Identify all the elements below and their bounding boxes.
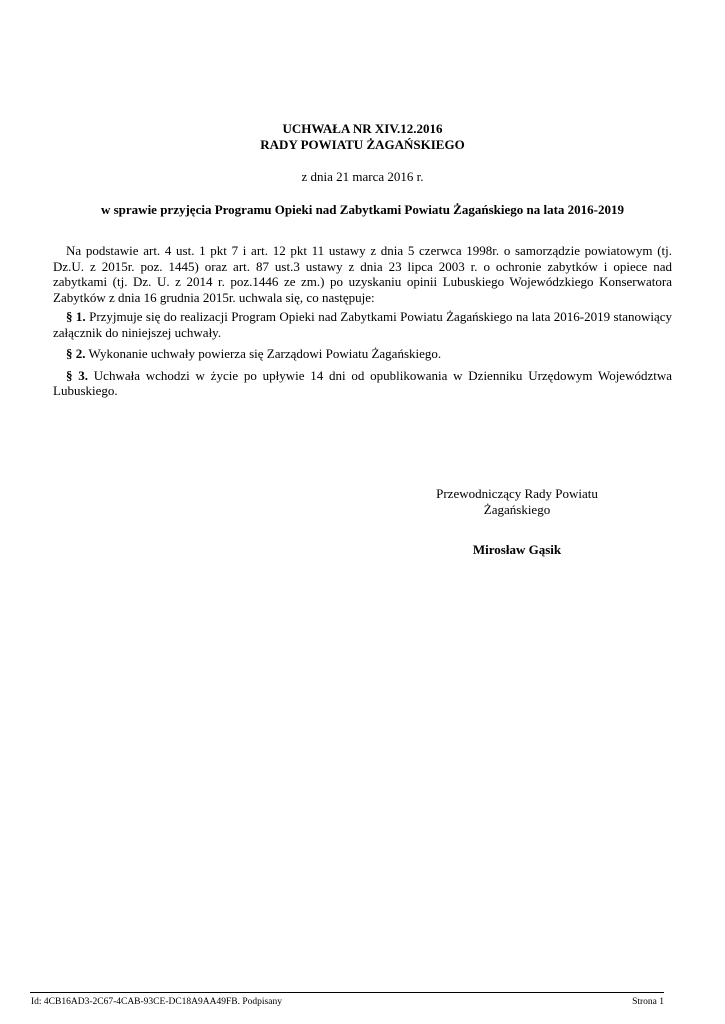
signer-role-continued: Żagańskiego <box>483 502 551 517</box>
paragraph-2 <box>53 346 672 362</box>
preamble: Na podstawie art. 4 ust. 1 pkt 7 i art. 12 pkt 11 ustawy z dnia 5 czerwca 1998r. o samorządzie powiatowym (tj. Dz.U. z 2015r. poz. 1445) oraz art. 87 ust.3 ustawy z dnia 23 lipca 2003 r. o ochronie zabytków i opiece nad zabytkami (tj. Dz. U. z 2014 r. poz.1446 ze zm.) po uzyskaniu opinii Lubuskiego Wojewódzkiego Konserwatora Zabytków z dnia 16 grudnia 2015r. uchwala się, co następuje: <box>53 243 672 305</box>
paragraph-text: Uchwała wchodzi w życie po upływie 14 dni od opublikowania w Dzienniku Urzędowym Województwa Lubuskiego. <box>53 367 673 398</box>
footer-document-id: Id: 4CB16AD3-2C67-4CAB-93CE-DC18A9AA49FB. Podpisany <box>31 997 282 1007</box>
resolution-number: UCHWAŁA NR XIV.12.2016 <box>282 121 443 136</box>
resolution-body <box>53 243 672 405</box>
resolution-date: z dnia 21 marca 2016 r. <box>301 169 424 184</box>
paragraph-number: § 3. <box>66 367 89 383</box>
resolution-subject: w sprawie przyjęcia Programu Opieki nad Zabytkami Powiatu Żagańskiego na lata 2016-2019 <box>100 202 625 217</box>
signer-role: Przewodniczący Rady Powiatu <box>436 486 598 501</box>
footer-page-number: Strona 1 <box>632 997 664 1007</box>
paragraph-3 <box>53 368 672 399</box>
resolution-title <box>0 121 725 153</box>
paragraph-text: Przyjmuje się do realizacji Program Opieki nad Zabytkami Powiatu Żagańskiego na lata 2016-2019 stanowiący załącznik do niniejszej uchwały. <box>53 309 673 340</box>
footer-divider <box>30 992 664 993</box>
signature-block <box>405 486 629 558</box>
signer-name: Mirosław Gąsik <box>472 542 562 557</box>
council-name: RADY POWIATU ŻAGAŃSKIEGO <box>260 137 465 152</box>
paragraph-text: Wykonanie uchwały powierza się Zarządowi Powiatu Żagańskiego. <box>88 346 442 361</box>
paragraph-number: § 1. <box>66 309 86 324</box>
paragraph-1 <box>53 309 672 340</box>
paragraph-number: § 2. <box>66 346 86 361</box>
